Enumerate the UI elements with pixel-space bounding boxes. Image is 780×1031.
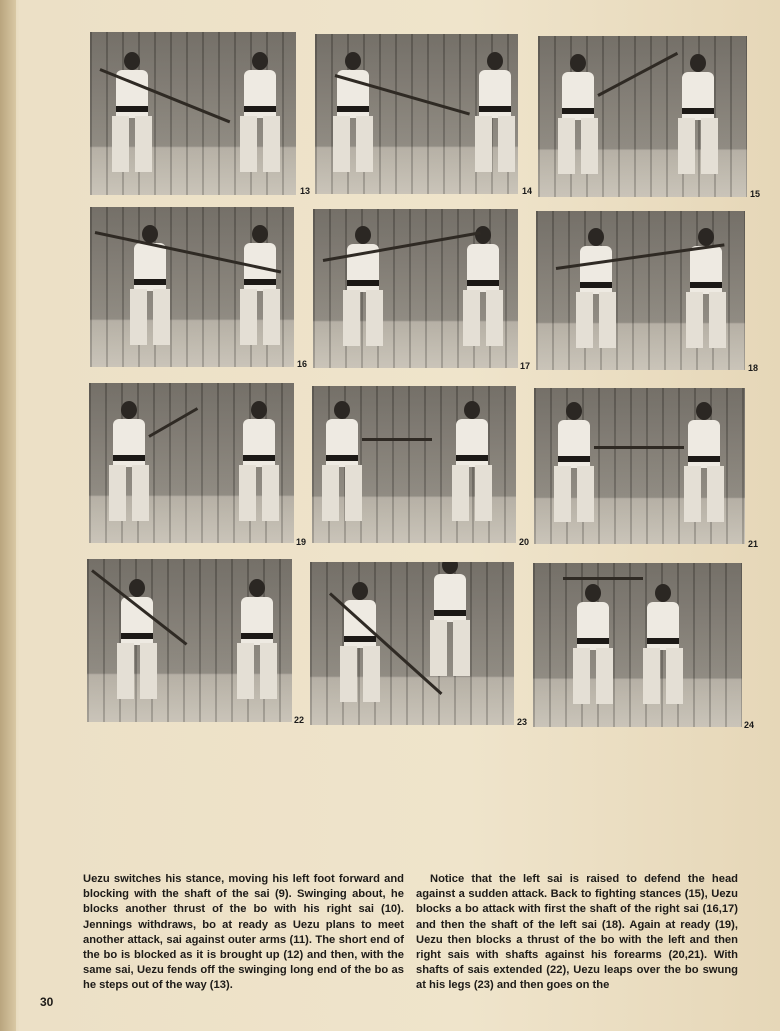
- caption-left-column: Uezu switches his stance, moving his left foot forward and blocking with the shaft of the sai (9). Swinging about, he blocks another thrust of the bo with his right sai (10). Jennings withdraws, bo at ready as Uezu plans to meet another attack, sai against outer arms (11). The short end of the bo is blocked as it is brought up (12) and then, with the same sai, Uezu fends off the swinging long end of the bo as he steps out of the way (13).: [83, 873, 404, 992]
- photo-22: [87, 559, 292, 722]
- photo-number: 15: [750, 189, 761, 199]
- photo-number: 13: [300, 186, 311, 196]
- photo-number: 20: [519, 537, 530, 547]
- photo-number: 14: [522, 186, 533, 196]
- photo-number: 17: [520, 361, 531, 371]
- photo-15: [538, 36, 747, 197]
- photo-number: 22: [294, 715, 305, 725]
- photo-number: 18: [748, 363, 759, 373]
- photo-number: 19: [296, 537, 307, 547]
- photo-21: [534, 388, 745, 544]
- photo-17: [313, 209, 518, 368]
- photo-number: 24: [744, 720, 755, 730]
- photo-14: [315, 34, 518, 194]
- page-number: 30: [40, 995, 54, 1009]
- photo-19: [89, 383, 294, 543]
- photo-18: [536, 211, 745, 370]
- photo-number: 16: [297, 359, 308, 369]
- photo-number: 21: [748, 539, 759, 549]
- photo-13: [90, 32, 296, 195]
- caption-right-column: Notice that the left sai is raised to defend the head against a sudden attack. Back to fighting stances (15), Uezu blocks a bo attack with first the shaft of the right sai (16,17) and then the shaft of the left sai (18). Again at ready (19), Uezu then blocks a thrust of the bo with the left and then right sais with shafts against his forearms (20,21). With shafts of sais extended (22), Uezu leaps over the bo swung at his legs (23) and then goes on the: [416, 873, 738, 992]
- photo-24: [533, 563, 742, 727]
- photo-number: 23: [517, 717, 528, 727]
- photo-20: [312, 386, 516, 543]
- photo-23: [310, 562, 514, 725]
- page-spine-shadow: [0, 0, 16, 1031]
- photo-16: [90, 207, 294, 367]
